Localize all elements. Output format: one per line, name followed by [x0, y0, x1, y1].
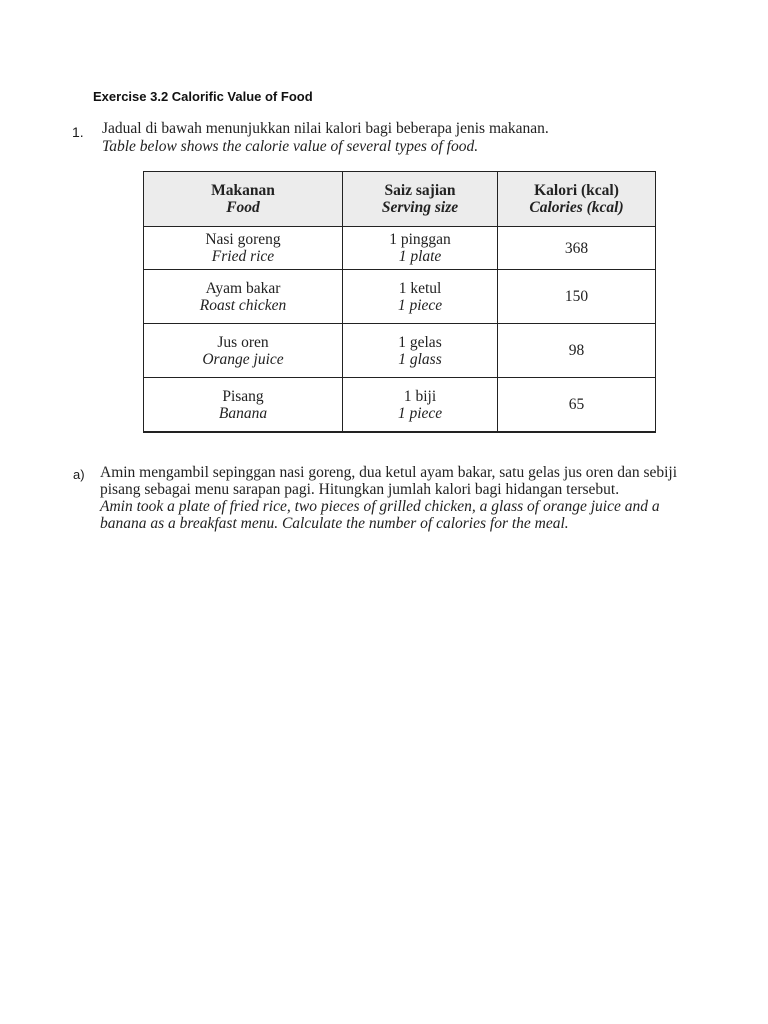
question-text-malay: Jadual di bawah menunjukkan nilai kalori bagi beberapa jenis makanan. [102, 120, 549, 137]
cell-serving-size [343, 324, 498, 378]
header-serving-size [343, 172, 498, 227]
table-row [144, 227, 656, 270]
serving-size-malay: 1 biji [403, 387, 437, 405]
cell-calories: 65 [498, 378, 656, 433]
cell-food [144, 324, 343, 378]
part-a-text-english: Amin took a plate of fried rice, two pieces of grilled chicken, a glass of orange juice and a banana as a breakfast menu. Calculate the number of calories for the meal. [100, 498, 660, 532]
serving-size-english: 1 piece [397, 296, 443, 314]
food-name-english: Fried rice [211, 248, 275, 265]
cell-calories: 98 [498, 324, 656, 378]
part-a-label: a) [73, 467, 85, 482]
calorie-table [143, 171, 656, 433]
serving-size-malay: 1 pinggan [389, 231, 451, 248]
table-row [144, 324, 656, 378]
header-label-english: Food [226, 199, 260, 216]
food-name-malay: Jus oren [217, 333, 269, 351]
cell-food [144, 227, 343, 270]
cell-food [144, 270, 343, 324]
serving-size-english: 1 glass [398, 350, 442, 368]
cell-calories: 368 [498, 227, 656, 270]
header-label-english: Calories (kcal) [529, 199, 624, 216]
header-food [144, 172, 343, 227]
question-text-english: Table below shows the calorie value of several types of food. [102, 138, 479, 155]
cell-serving-size [343, 270, 498, 324]
serving-size-english: 1 piece [397, 404, 443, 422]
header-label-malay: Makanan [211, 182, 275, 199]
food-name-malay: Pisang [222, 387, 264, 405]
header-label-malay: Saiz sajian [384, 182, 456, 199]
cell-serving-size [343, 378, 498, 433]
cell-serving-size [343, 227, 498, 270]
food-name-malay: Nasi goreng [205, 231, 281, 248]
cell-food [144, 378, 343, 433]
serving-size-english: 1 plate [398, 248, 442, 265]
table-header-row [144, 172, 656, 227]
food-name-english: Orange juice [202, 350, 284, 368]
cell-calories: 150 [498, 270, 656, 324]
serving-size-malay: 1 ketul [398, 279, 442, 297]
question-number: 1. [72, 124, 84, 140]
header-label-malay: Kalori (kcal) [534, 182, 619, 199]
food-name-malay: Ayam bakar [205, 279, 281, 297]
food-name-english: Roast chicken [199, 296, 287, 314]
serving-size-malay: 1 gelas [398, 333, 442, 351]
part-a-text-malay: Amin mengambil sepinggan nasi goreng, dua ketul ayam bakar, satu gelas jus oren dan sebiji pisang sebagai menu sarapan pagi. Hitungkan jumlah kalori bagi hidangan tersebut. [100, 464, 678, 498]
part-a-text [100, 464, 700, 532]
header-label-english: Serving size [381, 199, 459, 216]
table-row [144, 378, 656, 433]
table-row [144, 270, 656, 324]
header-calories [498, 172, 656, 227]
food-name-english: Banana [218, 404, 268, 422]
question-text [102, 120, 549, 156]
exercise-title: Exercise 3.2 Calorific Value of Food [93, 89, 313, 104]
